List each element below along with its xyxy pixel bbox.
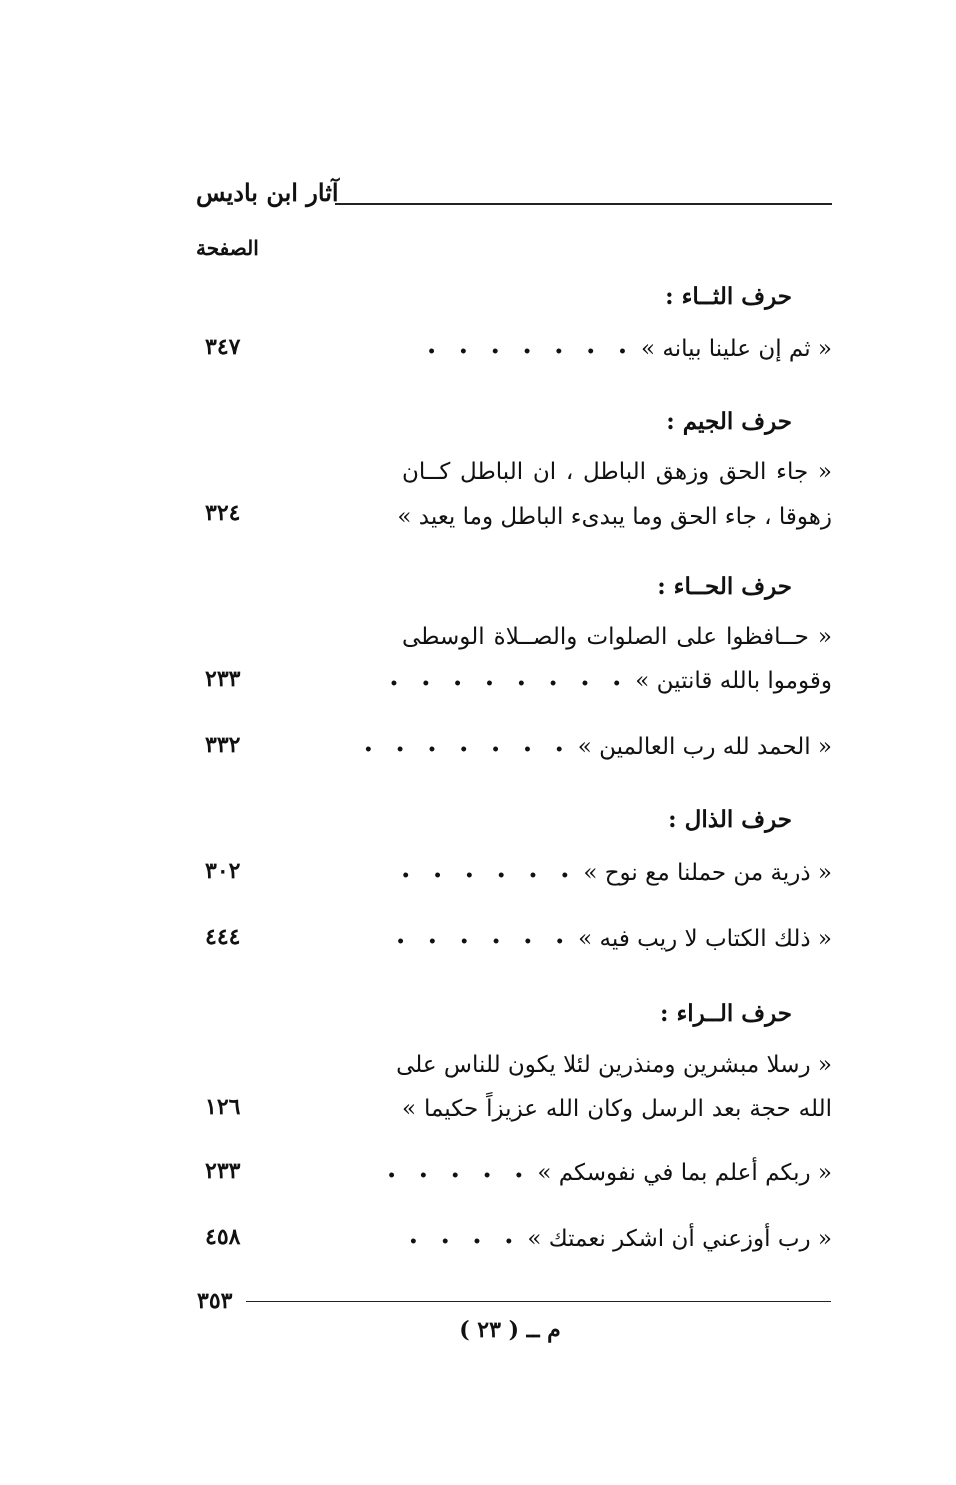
index-entry-line: « حــافظوا على الصلوات والصــلاة الوسطى — [402, 624, 832, 650]
index-entry-line: « رسلا مبشرين ومنذرين لئلا يكون للناس على — [396, 1052, 832, 1078]
index-entry-line: « ثم إن علينا بيانه »• • • • • • • — [402, 332, 832, 366]
index-entry-line: « جاء الحق وزهق الباطل ، ان الباطل كــان — [402, 459, 832, 485]
index-entry-line: « ذرية من حملنا مع نوح »• • • • • • — [402, 856, 832, 890]
leader-dots: • • • • • — [387, 1168, 524, 1184]
leader-dots: • • • • • • — [396, 934, 565, 950]
index-entry-line: زهوقا ، جاء الحق وما يبدىء الباطل وما يعيد » — [397, 504, 832, 530]
entry-page-number: ٣٠٢ — [205, 858, 241, 884]
index-entry-line: وقوموا بالله قانتين »• • • • • • • • — [402, 664, 832, 698]
entry-page-number: ١٢٦ — [205, 1094, 241, 1120]
book-title: آثار ابن باديس — [196, 178, 339, 207]
header-rule — [335, 203, 832, 205]
index-entry-line: « ربكم أعلم بما في نفوسكم »• • • • • — [402, 1156, 832, 1190]
entry-page-number: ٢٣٣ — [205, 666, 241, 692]
leader-dots: • • • • — [408, 1234, 514, 1250]
entry-page-number: ٢٣٣ — [205, 1158, 241, 1184]
entry-page-number: ٤٥٨ — [205, 1224, 241, 1250]
leader-dots: • • • • • • • — [363, 742, 564, 758]
entry-page-number: ٣٣٢ — [205, 732, 241, 758]
section-heading-jim: حرف الجيم : — [666, 408, 792, 435]
entry-page-number: ٣٤٧ — [205, 334, 241, 360]
leader-dots: • • • • • • • — [427, 344, 627, 360]
section-heading-dhal: حرف الذال : — [668, 806, 792, 833]
entry-page-number: ٤٤٤ — [205, 924, 241, 950]
entry-page-number: ٣٢٤ — [205, 500, 241, 526]
section-heading-ha: حرف الحــاء : — [657, 573, 792, 600]
index-entry-line: « ذلك الكتاب لا ريب فيه »• • • • • • — [402, 922, 832, 956]
footer-page-number: ٣٥٣ — [197, 1288, 233, 1314]
section-heading-tha: حرف الثــاء : — [665, 283, 792, 310]
page-column-label: الصفحة — [196, 236, 259, 260]
index-entry-line: « الحمد لله رب العالمين »• • • • • • • — [402, 730, 832, 764]
index-entry-line: الله حجة بعد الرسل وكان الله عزيزاً حكيما » — [402, 1096, 832, 1122]
index-entry-line: « رب أوزعني أن اشكر نعمتك »• • • • — [402, 1222, 832, 1256]
footer-rule — [246, 1301, 831, 1302]
leader-dots: • • • • • • • • — [389, 676, 622, 692]
signature-mark: م ــ ( ٢٣ ) — [459, 1317, 561, 1343]
leader-dots: • • • • • • — [401, 868, 570, 884]
section-heading-ra: حرف الــراء : — [659, 1000, 792, 1027]
